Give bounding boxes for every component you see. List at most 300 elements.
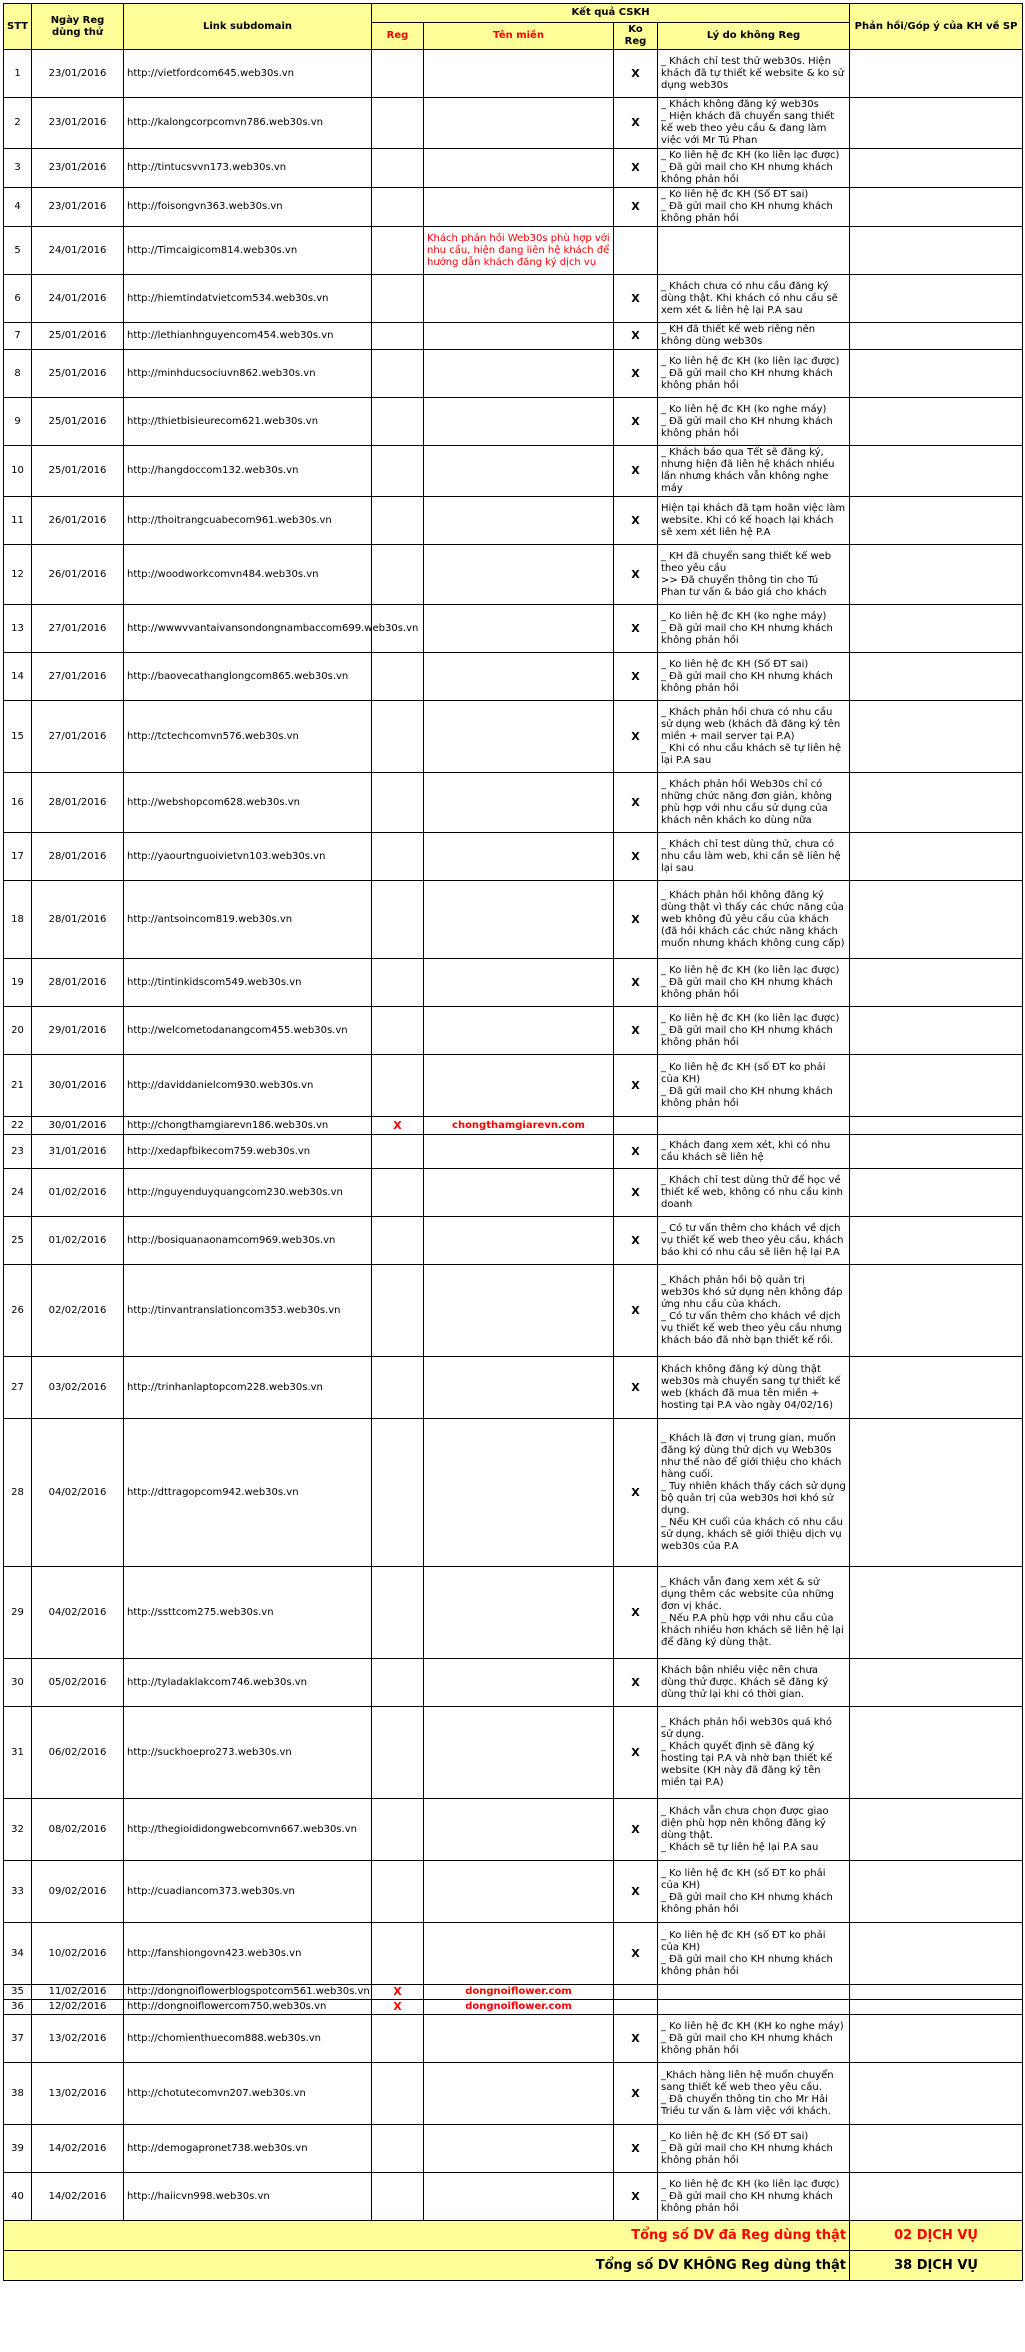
row-domain: [424, 2063, 614, 2125]
row-date: 28/01/2016: [32, 773, 124, 833]
row-reg-mark: [372, 1055, 424, 1117]
row-domain: [424, 1265, 614, 1357]
table-row: [4, 227, 1023, 275]
table-row: [4, 2015, 1023, 2063]
row-subdomain-link[interactable]: http://thietbisieurecom621.web30s.vn: [124, 398, 372, 446]
table-row: [4, 50, 1023, 98]
row-subdomain-link[interactable]: http://antsoincom819.web30s.vn: [124, 881, 372, 959]
row-feedback: [850, 1265, 1023, 1357]
row-noreg-mark: X: [614, 653, 658, 701]
row-reason: _ Ko liên hệ đc KH (Số ĐT sai) _ Đã gửi mail cho KH nhưng khách không phản hồi: [658, 2125, 850, 2173]
row-domain: [424, 1357, 614, 1419]
row-reg-mark: [372, 188, 424, 227]
row-stt: 17: [4, 833, 32, 881]
row-reg-mark: [372, 50, 424, 98]
row-domain: [424, 98, 614, 149]
table-row: [4, 653, 1023, 701]
row-reason: _ Khách vẫn đang xem xét & sử dụng thêm các website của những đơn vị khác. _ Nếu P.A phù hợp với nhu cầu của khách nhiều hơn khách sẽ liên hệ lại để đăng ký dùng thật.: [658, 1567, 850, 1659]
row-reg-mark: [372, 2015, 424, 2063]
header-noreg: Ko Reg: [614, 23, 658, 50]
row-reason: [658, 227, 850, 275]
row-reg-mark: [372, 1923, 424, 1985]
row-feedback: [850, 275, 1023, 323]
row-domain: [424, 1055, 614, 1117]
row-date: 09/02/2016: [32, 1861, 124, 1923]
row-subdomain-link[interactable]: http://foisongvn363.web30s.vn: [124, 188, 372, 227]
row-domain: dongnoiflower.com: [424, 1985, 614, 2000]
row-date: 28/01/2016: [32, 959, 124, 1007]
row-date: 29/01/2016: [32, 1007, 124, 1055]
row-domain: [424, 1135, 614, 1169]
row-feedback: [850, 773, 1023, 833]
table-body: [4, 50, 1023, 2221]
row-date: 26/01/2016: [32, 545, 124, 605]
row-date: 28/01/2016: [32, 833, 124, 881]
row-stt: 12: [4, 545, 32, 605]
header-domain: Tên miền: [424, 23, 614, 50]
row-reason: _ Ko liên hệ đc KH (ko nghe máy) _ Đã gửi mail cho KH nhưng khách không phản hồi: [658, 605, 850, 653]
row-feedback: [850, 605, 1023, 653]
row-date: 03/02/2016: [32, 1357, 124, 1419]
table-row: [4, 188, 1023, 227]
row-reg-mark: [372, 227, 424, 275]
table-row: [4, 1117, 1023, 1135]
row-date: 24/01/2016: [32, 227, 124, 275]
row-noreg-mark: [614, 1117, 658, 1135]
row-feedback: [850, 323, 1023, 350]
row-stt: 8: [4, 350, 32, 398]
row-noreg-mark: X: [614, 50, 658, 98]
total-reg-label: Tổng số DV đã Reg dùng thật: [4, 2221, 850, 2251]
row-reg-mark: [372, 2063, 424, 2125]
row-noreg-mark: X: [614, 1357, 658, 1419]
row-reg-mark: [372, 1659, 424, 1707]
row-feedback: [850, 1007, 1023, 1055]
row-feedback: [850, 446, 1023, 497]
row-subdomain-link[interactable]: http://hangdoccom132.web30s.vn: [124, 446, 372, 497]
row-date: 01/02/2016: [32, 1169, 124, 1217]
table-row: [4, 701, 1023, 773]
row-domain: [424, 1861, 614, 1923]
row-subdomain-link[interactable]: http://tintinkidscom549.web30s.vn: [124, 959, 372, 1007]
row-subdomain-link[interactable]: http://cuadiancom373.web30s.vn: [124, 1861, 372, 1923]
row-reason: _ Ko liên hệ đc KH (số ĐT ko phải của KH) _ Đã gửi mail cho KH nhưng khách không phản hồi: [658, 1923, 850, 1985]
table-row: [4, 959, 1023, 1007]
row-reg-mark: [372, 881, 424, 959]
row-subdomain-link[interactable]: http://trinhanlaptopcom228.web30s.vn: [124, 1357, 372, 1419]
row-reg-mark: [372, 350, 424, 398]
row-date: 27/01/2016: [32, 605, 124, 653]
row-noreg-mark: X: [614, 1567, 658, 1659]
row-subdomain-link[interactable]: http://kalongcorpcomvn786.web30s.vn: [124, 98, 372, 149]
row-reg-mark: [372, 545, 424, 605]
row-reason: _ Khách phản hồi Web30s chỉ có những chức năng đơn giản, không phù hợp với nhu cầu sử dụng của khách nên khách ko dùng nữa: [658, 773, 850, 833]
row-domain: dongnoiflower.com: [424, 2000, 614, 2015]
row-noreg-mark: X: [614, 1169, 658, 1217]
row-reason: _Khách hàng liên hệ muốn chuyển sang thiết kế web theo yêu cầu. _ Đã chuyển thông tin cho Mr Hải Triều tư vấn & làm việc với khách.: [658, 2063, 850, 2125]
table-row: [4, 1567, 1023, 1659]
row-reg-mark: [372, 1217, 424, 1265]
row-domain: [424, 1419, 614, 1567]
row-date: 12/02/2016: [32, 2000, 124, 2015]
row-subdomain-link[interactable]: http://haiicvn998.web30s.vn: [124, 2173, 372, 2221]
row-noreg-mark: X: [614, 1135, 658, 1169]
row-stt: 11: [4, 497, 32, 545]
row-domain: [424, 2173, 614, 2221]
row-noreg-mark: X: [614, 1007, 658, 1055]
row-stt: 27: [4, 1357, 32, 1419]
row-stt: 21: [4, 1055, 32, 1117]
row-reg-mark: [372, 959, 424, 1007]
row-date: 02/02/2016: [32, 1265, 124, 1357]
table-row: [4, 1419, 1023, 1567]
row-date: 27/01/2016: [32, 701, 124, 773]
row-domain: [424, 653, 614, 701]
row-subdomain-link[interactable]: http://wwwvvantaivansondongnambaccom699.web30s.vn: [124, 605, 372, 653]
row-feedback: [850, 1861, 1023, 1923]
row-date: 30/01/2016: [32, 1055, 124, 1117]
row-stt: 38: [4, 2063, 32, 2125]
table-row: [4, 1135, 1023, 1169]
row-reg-mark: [372, 2125, 424, 2173]
row-domain: [424, 773, 614, 833]
row-subdomain-link[interactable]: http://dttragopcom942.web30s.vn: [124, 1419, 372, 1567]
row-date: 23/01/2016: [32, 98, 124, 149]
row-date: 13/02/2016: [32, 2015, 124, 2063]
row-date: 04/02/2016: [32, 1567, 124, 1659]
row-noreg-mark: X: [614, 1799, 658, 1861]
row-feedback: [850, 1135, 1023, 1169]
row-reg-mark: [372, 275, 424, 323]
row-reason: _ Khách chỉ test dùng thử, chưa có nhu cầu làm web, khi cần sẽ liên hệ lại sau: [658, 833, 850, 881]
row-stt: 33: [4, 1861, 32, 1923]
table-row: [4, 545, 1023, 605]
row-date: 04/02/2016: [32, 1419, 124, 1567]
row-domain: [424, 1659, 614, 1707]
row-feedback: [850, 98, 1023, 149]
row-subdomain-link[interactable]: http://chotutecomvn207.web30s.vn: [124, 2063, 372, 2125]
row-reason: _ Ko liên hệ đc KH (ko nghe máy) _ Đã gửi mail cho KH nhưng khách không phản hồi: [658, 398, 850, 446]
header-result: Kết quả CSKH: [372, 4, 850, 23]
row-reg-mark: [372, 1265, 424, 1357]
table-row: [4, 1055, 1023, 1117]
row-reason: _ KH đã chuyển sang thiết kế web theo yêu cầu >> Đã chuyển thông tin cho Tú Phan tư vấn & báo giá cho khách: [658, 545, 850, 605]
table-row: [4, 605, 1023, 653]
row-noreg-mark: [614, 2000, 658, 2015]
row-reason: _ Khách vẫn chưa chọn được giao diện phù hợp nên không đăng ký dùng thật. _ Khách sẽ tự liên hệ lại P.A sau: [658, 1799, 850, 1861]
row-noreg-mark: X: [614, 605, 658, 653]
row-feedback: [850, 881, 1023, 959]
row-noreg-mark: X: [614, 1265, 658, 1357]
row-reg-mark: X: [372, 1985, 424, 2000]
row-noreg-mark: X: [614, 881, 658, 959]
table-row: [4, 1923, 1023, 1985]
row-domain: [424, 1707, 614, 1799]
row-stt: 4: [4, 188, 32, 227]
header-reg: Reg: [372, 23, 424, 50]
row-stt: 24: [4, 1169, 32, 1217]
row-domain: [424, 881, 614, 959]
row-noreg-mark: X: [614, 773, 658, 833]
row-subdomain-link[interactable]: http://tintucsvvn173.web30s.vn: [124, 149, 372, 188]
row-subdomain-link[interactable]: http://woodworkcomvn484.web30s.vn: [124, 545, 372, 605]
row-feedback: [850, 497, 1023, 545]
row-reason: _ Ko liên hệ đc KH (KH ko nghe máy) _ Đã gửi mail cho KH nhưng khách không phản hồi: [658, 2015, 850, 2063]
row-stt: 15: [4, 701, 32, 773]
report-sheet: [3, 3, 1022, 2281]
row-stt: 23: [4, 1135, 32, 1169]
row-feedback: [850, 1799, 1023, 1861]
row-subdomain-link[interactable]: http://ssttcom275.web30s.vn: [124, 1567, 372, 1659]
row-reason: Hiện tại khách đã tạm hoãn việc làm website. Khi có kế hoạch lại khách sẽ xem xét liên hệ P.A: [658, 497, 850, 545]
row-feedback: [850, 149, 1023, 188]
table-row: [4, 1659, 1023, 1707]
row-noreg-mark: X: [614, 149, 658, 188]
row-noreg-mark: X: [614, 446, 658, 497]
row-reason: _ Ko liên hệ đc KH (Số ĐT sai) _ Đã gửi mail cho KH nhưng khách không phản hồi: [658, 188, 850, 227]
table-row: [4, 149, 1023, 188]
row-stt: 2: [4, 98, 32, 149]
row-feedback: [850, 1567, 1023, 1659]
row-subdomain-link[interactable]: http://vietfordcom645.web30s.vn: [124, 50, 372, 98]
row-feedback: [850, 1169, 1023, 1217]
row-feedback: [850, 1055, 1023, 1117]
row-noreg-mark: X: [614, 188, 658, 227]
table-row: [4, 1707, 1023, 1799]
row-stt: 16: [4, 773, 32, 833]
row-date: 25/01/2016: [32, 446, 124, 497]
total-noreg-row: [4, 2251, 1023, 2281]
row-subdomain-link[interactable]: http://thoitrangcuabecom961.web30s.vn: [124, 497, 372, 545]
row-reason: _ Ko liên hệ đc KH (ko liên lạc được) _ Đã gửi mail cho KH nhưng khách không phản hồi: [658, 149, 850, 188]
row-domain: [424, 50, 614, 98]
row-reg-mark: [372, 701, 424, 773]
row-noreg-mark: X: [614, 323, 658, 350]
table-row: [4, 833, 1023, 881]
row-reg-mark: [372, 497, 424, 545]
row-subdomain-link[interactable]: http://nguyenduyquangcom230.web30s.vn: [124, 1169, 372, 1217]
row-reason: _ Ko liên hệ đc KH (Số ĐT sai) _ Đã gửi mail cho KH nhưng khách không phản hồi: [658, 653, 850, 701]
row-noreg-mark: X: [614, 833, 658, 881]
row-subdomain-link[interactable]: http://lethianhnguyencom454.web30s.vn: [124, 323, 372, 350]
row-subdomain-link[interactable]: http://chongthamgiarevn186.web30s.vn: [124, 1117, 372, 1135]
row-feedback: [850, 959, 1023, 1007]
table-row: [4, 2125, 1023, 2173]
row-noreg-mark: [614, 227, 658, 275]
row-noreg-mark: X: [614, 350, 658, 398]
row-subdomain-link[interactable]: http://fanshiongovn423.web30s.vn: [124, 1923, 372, 1985]
total-noreg-label: Tổng số DV KHÔNG Reg dùng thật: [4, 2251, 850, 2281]
row-domain: [424, 497, 614, 545]
table-row: [4, 1799, 1023, 1861]
row-reg-mark: [372, 1357, 424, 1419]
row-subdomain-link[interactable]: http://dongnoiflowerblogspotcom561.web30s.vn: [124, 1985, 372, 2000]
row-domain: [424, 350, 614, 398]
row-stt: 29: [4, 1567, 32, 1659]
row-reason: _ Ko liên hệ đc KH (số ĐT ko phải của KH) _ Đã gửi mail cho KH nhưng khách không phản hồi: [658, 1055, 850, 1117]
row-subdomain-link[interactable]: http://xedapfbikecom759.web30s.vn: [124, 1135, 372, 1169]
row-feedback: [850, 1357, 1023, 1419]
row-domain: [424, 1169, 614, 1217]
row-noreg-mark: X: [614, 1055, 658, 1117]
row-stt: 18: [4, 881, 32, 959]
row-subdomain-link[interactable]: http://thegioididongwebcomvn667.web30s.vn: [124, 1799, 372, 1861]
row-domain: [424, 1923, 614, 1985]
row-subdomain-link[interactable]: http://chomienthuecom888.web30s.vn: [124, 2015, 372, 2063]
row-date: 23/01/2016: [32, 149, 124, 188]
row-stt: 28: [4, 1419, 32, 1567]
row-reg-mark: [372, 398, 424, 446]
row-domain: [424, 323, 614, 350]
row-reason: _ Ko liên hệ đc KH (số ĐT ko phải của KH) _ Đã gửi mail cho KH nhưng khách không phản hồi: [658, 1861, 850, 1923]
row-reason: _ Ko liên hệ đc KH (ko liên lạc được) _ Đã gửi mail cho KH nhưng khách không phản hồi: [658, 350, 850, 398]
row-reg-mark: [372, 1799, 424, 1861]
row-reason: [658, 2000, 850, 2015]
row-noreg-mark: X: [614, 2173, 658, 2221]
row-date: 31/01/2016: [32, 1135, 124, 1169]
row-subdomain-link[interactable]: http://welcometodanangcom455.web30s.vn: [124, 1007, 372, 1055]
row-domain: [424, 398, 614, 446]
row-feedback: [850, 1985, 1023, 2000]
row-subdomain-link[interactable]: http://yaourtnguoivietvn103.web30s.vn: [124, 833, 372, 881]
row-date: 25/01/2016: [32, 323, 124, 350]
row-domain: [424, 605, 614, 653]
table-row: [4, 1265, 1023, 1357]
table-row: [4, 398, 1023, 446]
row-domain: [424, 545, 614, 605]
row-reg-mark: [372, 1135, 424, 1169]
row-feedback: [850, 2063, 1023, 2125]
row-reason: _ Khách đang xem xét, khi có nhu cầu khách sẽ liên hệ: [658, 1135, 850, 1169]
row-stt: 32: [4, 1799, 32, 1861]
row-subdomain-link[interactable]: http://dongnoiflowercom750.web30s.vn: [124, 2000, 372, 2015]
row-reason: _ Có tư vấn thêm cho khách về dịch vụ thiết kế web theo yêu cầu, khách báo khi có nhu cầu sẽ liên hệ lại P.A: [658, 1217, 850, 1265]
row-subdomain-link[interactable]: http://webshopcom628.web30s.vn: [124, 773, 372, 833]
table-row: [4, 1217, 1023, 1265]
table-row: [4, 1169, 1023, 1217]
row-reg-mark: [372, 833, 424, 881]
row-subdomain-link[interactable]: http://tctechcomvn576.web30s.vn: [124, 701, 372, 773]
row-reg-mark: [372, 1567, 424, 1659]
row-date: 23/01/2016: [32, 188, 124, 227]
table-row: [4, 1357, 1023, 1419]
row-feedback: [850, 1117, 1023, 1135]
row-date: 13/02/2016: [32, 2063, 124, 2125]
row-reg-mark: [372, 323, 424, 350]
row-stt: 3: [4, 149, 32, 188]
row-stt: 13: [4, 605, 32, 653]
row-reason: Khách bận nhiều việc nên chưa dùng thử được. Khách sẽ đăng ký dùng thử lại khi có thời gian.: [658, 1659, 850, 1707]
row-subdomain-link[interactable]: http://baovecathanglongcom865.web30s.vn: [124, 653, 372, 701]
row-reason: _ Khách là đơn vị trung gian, muốn đăng ký dùng thử dịch vụ Web30s như thế nào để giới thiệu cho khách hàng cuối. _ Tuy nhiên khách thấy cách sử dụng bộ quản trị của web30s hơi khó sử dụng. _ Nếu KH cuối của khách có nhu cầu sử dụng, khách sẽ giới thiệu dịch vụ web30s của P.A: [658, 1419, 850, 1567]
row-stt: 26: [4, 1265, 32, 1357]
row-reg-mark: [372, 653, 424, 701]
row-reason: _ Ko liên hệ đc KH (ko liên lạc được) _ Đã gửi mail cho KH nhưng khách không phản hồi: [658, 959, 850, 1007]
row-date: 10/02/2016: [32, 1923, 124, 1985]
row-noreg-mark: X: [614, 1707, 658, 1799]
row-reason: [658, 1117, 850, 1135]
table-row: [4, 323, 1023, 350]
row-stt: 9: [4, 398, 32, 446]
row-reg-mark: [372, 1169, 424, 1217]
row-stt: 5: [4, 227, 32, 275]
row-reason: _ Khách phản hồi không đăng ký dùng thật vì thấy các chức năng của web không đủ yêu cầu của khách (đã hỏi khách các chức năng khách muốn nhưng khách không cung cấp): [658, 881, 850, 959]
row-noreg-mark: X: [614, 545, 658, 605]
row-subdomain-link[interactable]: http://minhducsociuvn862.web30s.vn: [124, 350, 372, 398]
row-stt: 36: [4, 2000, 32, 2015]
row-domain: [424, 2015, 614, 2063]
row-reg-mark: [372, 1007, 424, 1055]
row-subdomain-link[interactable]: http://tinvantranslationcom353.web30s.vn: [124, 1265, 372, 1357]
row-domain: chongthamgiarevn.com: [424, 1117, 614, 1135]
row-subdomain-link[interactable]: http://daviddanielcom930.web30s.vn: [124, 1055, 372, 1117]
row-stt: 10: [4, 446, 32, 497]
row-date: 25/01/2016: [32, 398, 124, 446]
row-reason: _ Khách chỉ test dùng thử để học về thiết kế web, không có nhu cầu kinh doanh: [658, 1169, 850, 1217]
table-row: [4, 2063, 1023, 2125]
row-subdomain-link[interactable]: http://bosiquanaonamcom969.web30s.vn: [124, 1217, 372, 1265]
row-feedback: [850, 188, 1023, 227]
row-feedback: [850, 2125, 1023, 2173]
row-noreg-mark: X: [614, 1659, 658, 1707]
table-row: [4, 2000, 1023, 2015]
row-stt: 35: [4, 1985, 32, 2000]
row-subdomain-link[interactable]: http://suckhoepro273.web30s.vn: [124, 1707, 372, 1799]
table-row: [4, 1985, 1023, 2000]
row-date: 24/01/2016: [32, 275, 124, 323]
row-stt: 7: [4, 323, 32, 350]
row-reason: _ Khách phản hồi web30s quá khó sử dụng. _ Khách quyết định sẽ đăng ký hosting tại P.A và nhờ bạn thiết kế website (KH này đã đăng ký tên miền tại P.A): [658, 1707, 850, 1799]
total-reg-row: [4, 2221, 1023, 2251]
row-date: 05/02/2016: [32, 1659, 124, 1707]
header-reason: Lý do không Reg: [658, 23, 850, 50]
row-stt: 31: [4, 1707, 32, 1799]
row-subdomain-link[interactable]: http://Timcaigicom814.web30s.vn: [124, 227, 372, 275]
row-feedback: [850, 1923, 1023, 1985]
table-row: [4, 881, 1023, 959]
table-row: [4, 497, 1023, 545]
row-reason: _ Ko liên hệ đc KH (ko liên lạc được) _ Đã gửi mail cho KH nhưng khách không phản hồi: [658, 1007, 850, 1055]
row-subdomain-link[interactable]: http://tyladaklakcom746.web30s.vn: [124, 1659, 372, 1707]
row-feedback: [850, 227, 1023, 275]
row-domain: [424, 2125, 614, 2173]
row-noreg-mark: X: [614, 2015, 658, 2063]
row-noreg-mark: X: [614, 497, 658, 545]
table-row: [4, 275, 1023, 323]
row-domain: [424, 701, 614, 773]
row-stt: 39: [4, 2125, 32, 2173]
header-feedback: Phản hồi/Góp ý của KH về SP: [850, 4, 1023, 50]
row-feedback: [850, 2173, 1023, 2221]
row-feedback: [850, 50, 1023, 98]
row-stt: 37: [4, 2015, 32, 2063]
cskh-report-table: [3, 3, 1023, 2281]
row-reason: _ Khách chưa có nhu cầu đăng ký dùng thật. Khi khách có nhu cầu sẽ xem xét & liên hệ lại P.A sau: [658, 275, 850, 323]
row-stt: 40: [4, 2173, 32, 2221]
table-row: [4, 350, 1023, 398]
row-subdomain-link[interactable]: http://demogapronet738.web30s.vn: [124, 2125, 372, 2173]
total-noreg-value: 38 DỊCH VỤ: [850, 2251, 1023, 2281]
row-domain: [424, 1567, 614, 1659]
row-reg-mark: [372, 98, 424, 149]
row-subdomain-link[interactable]: http://hiemtindatvietcom534.web30s.vn: [124, 275, 372, 323]
row-reg-mark: X: [372, 1117, 424, 1135]
row-feedback: [850, 1707, 1023, 1799]
row-feedback: [850, 1217, 1023, 1265]
row-noreg-mark: X: [614, 1217, 658, 1265]
row-date: 30/01/2016: [32, 1117, 124, 1135]
row-feedback: [850, 833, 1023, 881]
